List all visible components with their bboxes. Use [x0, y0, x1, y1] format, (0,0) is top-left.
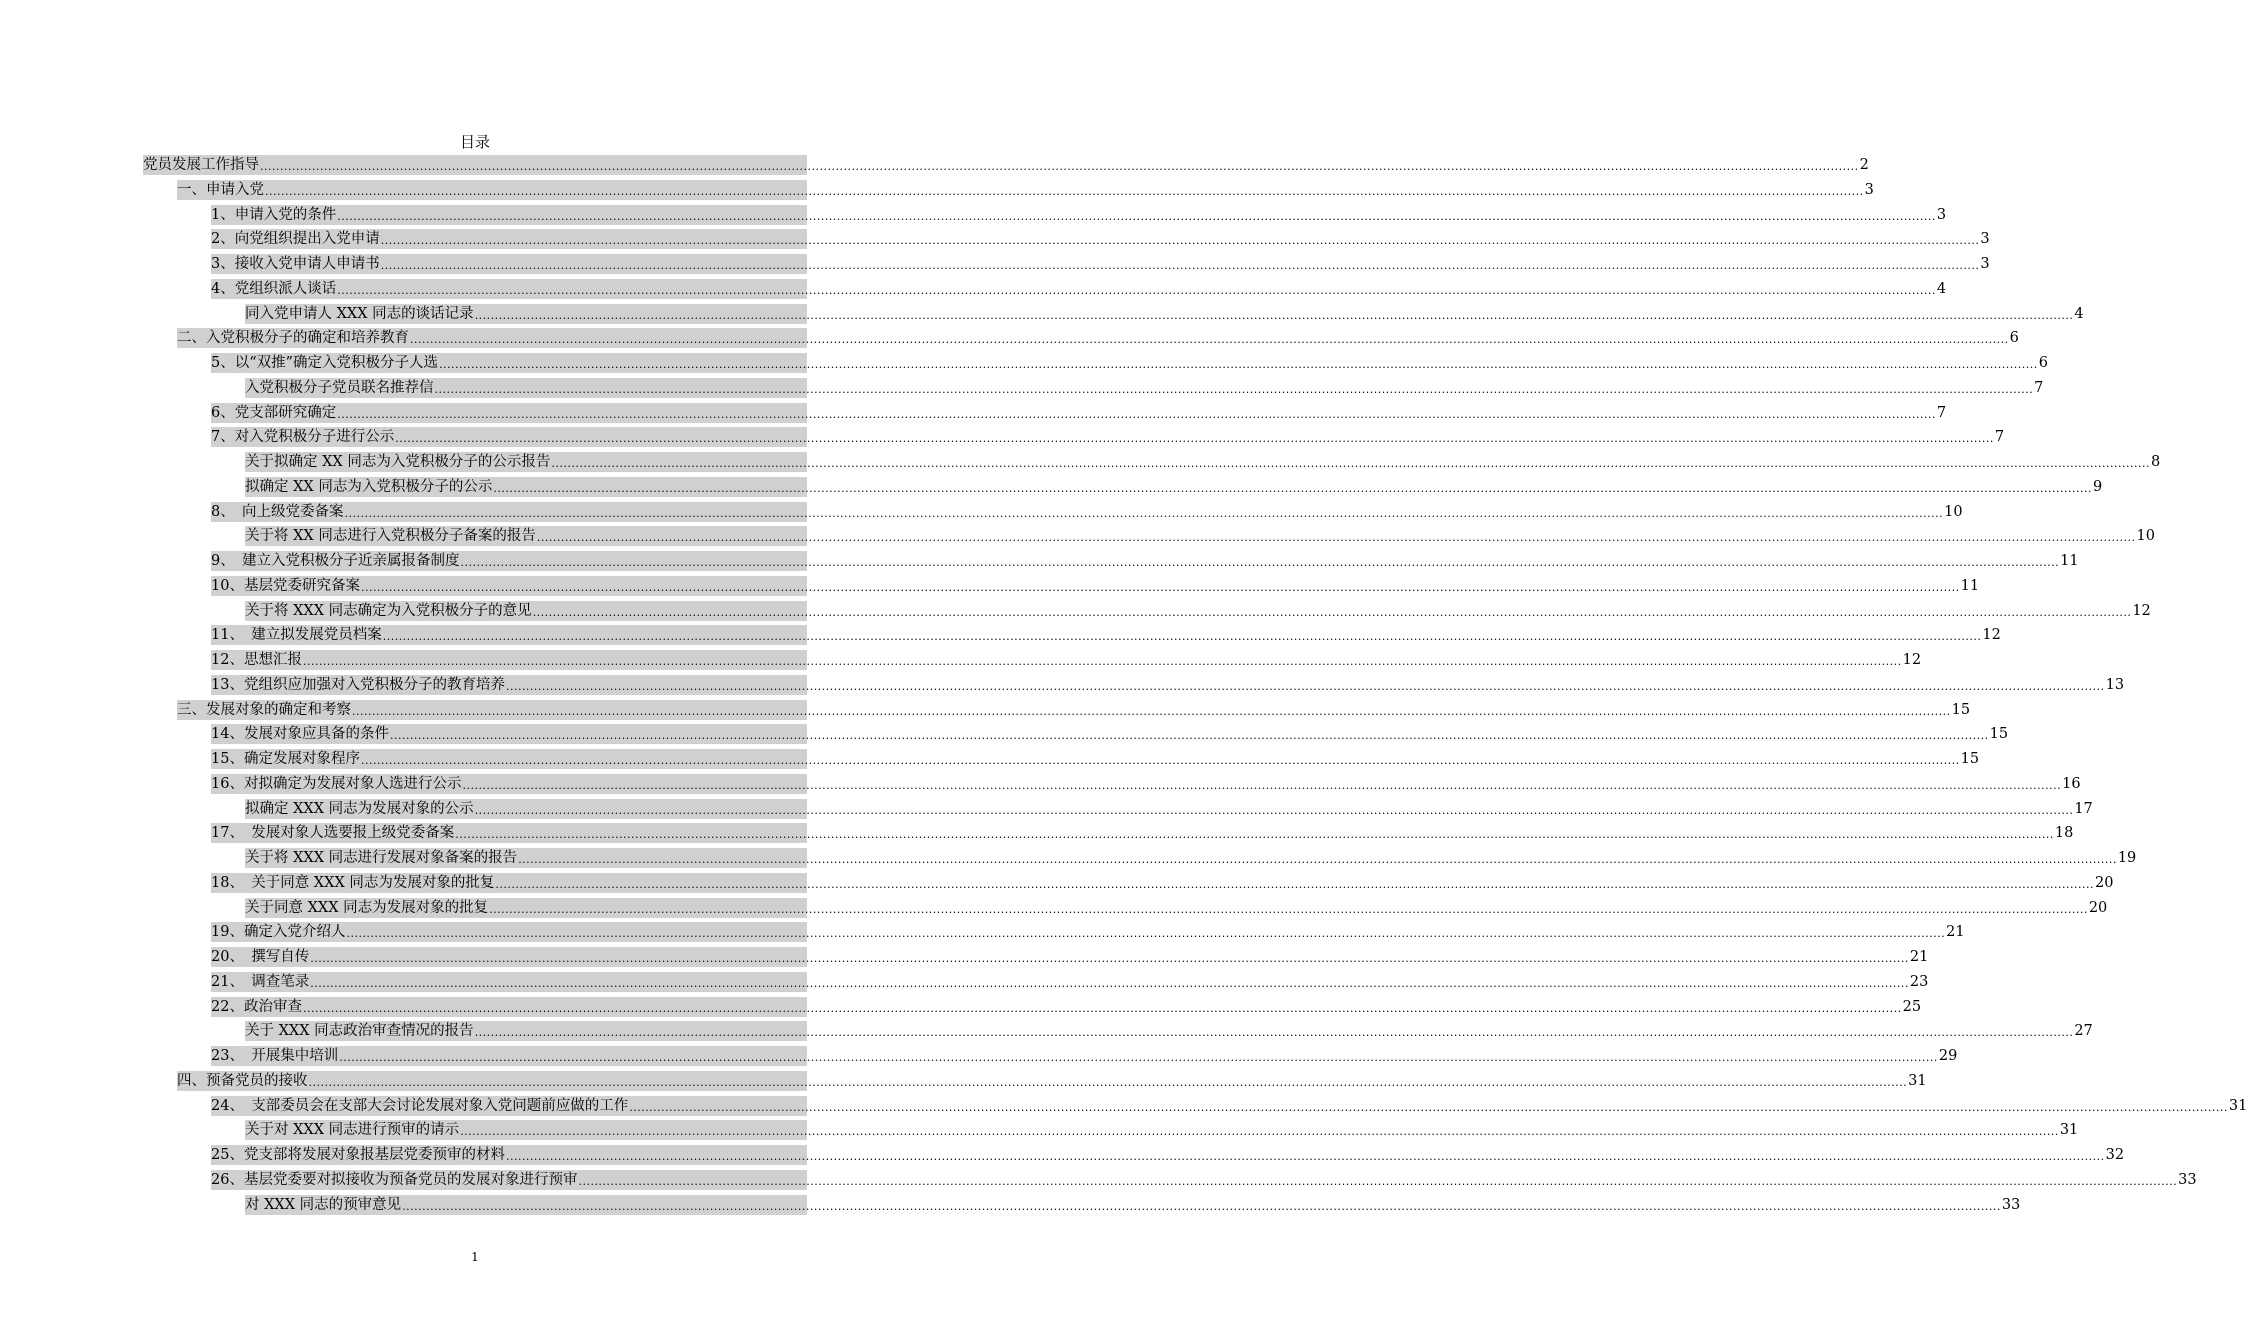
toc-entry-page: 12	[2132, 602, 2151, 619]
toc-entry-text: 14、发展对象应具备的条件	[211, 726, 389, 743]
toc-entry-text: 关于拟确定 XX 同志为入党积极分子的公示报告	[245, 454, 551, 470]
toc-leader-dots: ................................................................................................................................................................................................................................................................................................................................................................................................................	[352, 704, 1951, 718]
toc-entry-page: 16	[2062, 775, 2081, 792]
toc-entry[interactable]	[245, 378, 2044, 398]
toc-entry-text: 15、确定发展对象程序	[211, 751, 360, 767]
toc-leader-dots: ................................................................................................................................................................................................................................................................................................................................................................................................................	[474, 803, 2074, 817]
toc-entry[interactable]	[245, 477, 2103, 497]
toc-leader-dots: ................................................................................................................................................................................................................................................................................................................................................................................................................	[505, 679, 2105, 693]
toc-entry-text: 党员发展工作指导	[143, 157, 259, 173]
toc-entry-page: 9	[2093, 478, 2103, 495]
toc-leader-dots: ................................................................................................................................................................................................................................................................................................................................................................................................................	[360, 580, 1960, 594]
toc-entry-page: 21	[1909, 949, 1929, 965]
toc-entry-page: 21	[1946, 924, 1965, 941]
toc-entry[interactable]	[177, 328, 2019, 348]
toc-leader-dots: ................................................................................................................................................................................................................................................................................................................................................................................................................	[360, 754, 1960, 767]
toc-entry-page: 15	[1951, 701, 1971, 718]
toc-leader-dots: ................................................................................................................................................................................................................................................................................................................................................................................................................	[460, 556, 2060, 569]
toc-entry-text: 关于同意 XXX 同志为发展对象的批复	[245, 899, 489, 916]
toc-entry-text: 16、对拟确定为发展对象人选进行公示	[211, 775, 462, 792]
toc-entry-text: 关于对 XXX 同志进行预审的请示	[245, 1122, 460, 1139]
toc-leader-dots: ................................................................................................................................................................................................................................................................................................................................................................................................................	[302, 655, 1902, 668]
toc-leader-dots: ................................................................................................................................................................................................................................................................................................................................................................................................................	[402, 1199, 2001, 1213]
toc-leader-dots: ................................................................................................................................................................................................................................................................................................................................................................................................................	[337, 283, 1936, 297]
toc-leader-dots: ................................................................................................................................................................................................................................................................................................................................................................................................................	[629, 1100, 2228, 1114]
toc-entry-text: 对 XXX 同志的预审意见	[245, 1196, 402, 1213]
toc-entry[interactable]	[211, 229, 1990, 249]
toc-entry-page: 32	[2105, 1147, 2125, 1163]
toc-entry-text: 12、思想汇报	[211, 652, 302, 668]
toc-entry[interactable]	[211, 947, 1929, 967]
toc-leader-dots: ................................................................................................................................................................................................................................................................................................................................................................................................................	[337, 209, 1936, 223]
toc-entry[interactable]	[177, 700, 1971, 720]
toc-entry-text: 10、基层党委研究备案	[211, 577, 360, 594]
toc-entry-text: 9、 建立入党积极分子近亲属报备制度	[211, 553, 460, 569]
toc-entry[interactable]	[211, 403, 1947, 423]
toc-leader-dots: ................................................................................................................................................................................................................................................................................................................................................................................................................	[389, 729, 1989, 743]
toc-leader-dots: ................................................................................................................................................................................................................................................................................................................................................................................................................	[395, 432, 1994, 446]
toc-leader-dots: ................................................................................................................................................................................................................................................................................................................................................................................................................	[439, 358, 2038, 371]
toc-entry-text: 8、 向上级党委备案	[211, 503, 344, 520]
toc-entry[interactable]	[245, 1195, 2021, 1215]
toc-entry-page: 31	[2228, 1097, 2247, 1114]
toc-leader-dots: ................................................................................................................................................................................................................................................................................................................................................................................................................	[310, 952, 1909, 965]
toc-entry[interactable]	[211, 749, 1980, 769]
toc-leader-dots: ................................................................................................................................................................................................................................................................................................................................................................................................................	[260, 160, 1859, 173]
toc-entry-text: 4、党组织派人谈话	[211, 280, 337, 297]
toc-entry[interactable]	[143, 155, 1869, 175]
toc-leader-dots: ................................................................................................................................................................................................................................................................................................................................................................................................................	[380, 234, 1980, 248]
toc-entry[interactable]	[211, 205, 1947, 225]
toc-leader-dots: ................................................................................................................................................................................................................................................................................................................................................................................................................	[460, 1125, 2059, 1139]
toc-entry[interactable]	[245, 1120, 2079, 1140]
toc-entry[interactable]	[177, 180, 1874, 200]
toc-entry-text: 入党积极分子党员联名推荐信	[245, 379, 434, 396]
toc-entry-text: 11、 建立拟发展党员档案	[211, 627, 382, 644]
toc-entry[interactable]	[245, 304, 2084, 324]
toc-leader-dots: ................................................................................................................................................................................................................................................................................................................................................................................................................	[337, 407, 1936, 421]
toc-entry-page: 4	[1936, 280, 1947, 297]
toc-leader-dots: ................................................................................................................................................................................................................................................................................................................................................................................................................	[382, 630, 1982, 644]
toc-entry[interactable]	[211, 279, 1947, 299]
toc-leader-dots: ................................................................................................................................................................................................................................................................................................................................................................................................................	[308, 1075, 1908, 1089]
toc-leader-dots: ................................................................................................................................................................................................................................................................................................................................................................................................................	[339, 1051, 1938, 1064]
toc-entry-page: 20	[2088, 899, 2108, 916]
toc-entry-text: 19、确定入党介绍人	[211, 924, 346, 941]
toc-entry-text: 同入党申请人 XXX 同志的谈话记录	[245, 305, 474, 322]
toc-leader-dots: ................................................................................................................................................................................................................................................................................................................................................................................................................	[344, 506, 1944, 520]
toc-entry-text: 20、 撰写自传	[211, 949, 310, 965]
toc-leader-dots: ................................................................................................................................................................................................................................................................................................................................................................................................................	[474, 308, 2074, 322]
toc-entry-text: 21、 调查笔录	[211, 973, 310, 990]
toc-entry-text: 26、基层党委要对拟接收为预备党员的发展对象进行预审	[211, 1171, 578, 1188]
toc-entry-page: 7	[1936, 404, 1947, 421]
toc-entry[interactable]	[245, 601, 2151, 621]
toc-entry-page: 31	[1908, 1072, 1927, 1089]
toc-entry-page: 25	[1902, 998, 1922, 1015]
toc-leader-dots: ................................................................................................................................................................................................................................................................................................................................................................................................................	[536, 531, 2136, 545]
toc-entry-text: 13、党组织应加强对入党积极分子的教育培养	[211, 676, 505, 693]
toc-entry-page: 19	[2117, 850, 2137, 866]
toc-entry[interactable]	[211, 972, 1929, 992]
toc-entry-text: 拟确定 XX 同志为入党积极分子的公示	[245, 478, 493, 495]
toc-entry-page: 2	[1859, 157, 1869, 173]
toc-entry-text: 三、发展对象的确定和考察	[177, 701, 351, 718]
toc-entry[interactable]	[211, 427, 2005, 447]
toc-entry-page: 3	[1864, 181, 1874, 198]
toc-entry-text: 二、入党积极分子的确定和培养教育	[177, 330, 409, 347]
toc-entry-page: 7	[2034, 379, 2044, 396]
toc-leader-dots: ................................................................................................................................................................................................................................................................................................................................................................................................................	[489, 902, 2088, 916]
toc-entry[interactable]	[211, 922, 1965, 942]
toc-entry-page: 29	[1938, 1048, 1958, 1064]
toc-entry-page: 6	[2009, 330, 2019, 347]
toc-entry-page: 3	[1980, 256, 1990, 272]
toc-leader-dots: ................................................................................................................................................................................................................................................................................................................................................................................................................	[302, 1001, 1902, 1015]
toc-entry-page: 15	[1989, 726, 2009, 743]
toc-entry-text: 关于将 XXX 同志确定为入党积极分子的意见	[245, 602, 532, 619]
toc-entry-page: 4	[2074, 305, 2084, 322]
toc-entry-text: 5、以“双推”确定入党积极分子人选	[211, 355, 439, 371]
toc-entry-text: 一、申请入党	[177, 181, 264, 198]
toc-entry-text: 23、 开展集中培训	[211, 1048, 339, 1064]
toc-entry-page: 6	[2038, 355, 2048, 371]
toc-leader-dots: ................................................................................................................................................................................................................................................................................................................................................................................................................	[380, 259, 1980, 272]
toc-leader-dots: ................................................................................................................................................................................................................................................................................................................................................................................................................	[410, 333, 2009, 347]
toc-entry-page: 10	[1944, 503, 1963, 520]
toc-entry[interactable]	[211, 997, 1922, 1017]
toc-entry-page: 18	[2054, 825, 2074, 842]
toc-entry-page: 20	[2095, 874, 2114, 891]
toc-entry-page: 12	[1982, 627, 2001, 644]
toc-entry[interactable]	[211, 254, 1990, 274]
toc-entry-page: 33	[2001, 1196, 2021, 1213]
toc-entry-page: 27	[2074, 1023, 2093, 1040]
toc-entry[interactable]	[211, 675, 2125, 695]
toc-entry-page: 23	[1909, 973, 1929, 990]
toc-entry[interactable]	[211, 873, 2114, 893]
toc-entry-text: 18、 关于同意 XXX 同志为发展对象的批复	[211, 874, 495, 891]
toc-entry-page: 3	[1936, 206, 1947, 223]
toc-entry[interactable]	[211, 625, 2001, 645]
toc-leader-dots: ................................................................................................................................................................................................................................................................................................................................................................................................................	[493, 481, 2093, 495]
toc-leader-dots: ................................................................................................................................................................................................................................................................................................................................................................................................................	[265, 184, 1864, 198]
toc-entry-text: 7、对入党积极分子进行公示	[211, 429, 395, 446]
toc-entry[interactable]	[211, 650, 1922, 670]
toc-leader-dots: ................................................................................................................................................................................................................................................................................................................................................................................................................	[474, 1026, 2074, 1040]
toc-entry-page: 10	[2136, 528, 2155, 545]
toc-leader-dots: ................................................................................................................................................................................................................................................................................................................................................................................................................	[532, 605, 2132, 619]
toc-entry[interactable]	[211, 1046, 1958, 1066]
toc-entry[interactable]	[211, 724, 2009, 744]
toc-leader-dots: ................................................................................................................................................................................................................................................................................................................................................................................................................	[434, 382, 2034, 396]
toc-entry-text: 24、 支部委员会在支部大会讨论发展对象入党问题前应做的工作	[211, 1097, 629, 1114]
toc-leader-dots: ................................................................................................................................................................................................................................................................................................................................................................................................................	[518, 853, 2117, 866]
toc-entry[interactable]	[245, 848, 2137, 868]
toc-entry-page: 11	[1960, 577, 1980, 594]
toc-leader-dots: ................................................................................................................................................................................................................................................................................................................................................................................................................	[578, 1174, 2178, 1188]
toc-title: 目录	[459, 133, 490, 151]
toc-entry[interactable]	[211, 1096, 2247, 1116]
toc-entry-text: 拟确定 XXX 同志为发展对象的公示	[245, 800, 474, 817]
toc-entry[interactable]	[245, 526, 2155, 546]
toc-entry-text: 17、 发展对象人选要报上级党委备案	[211, 825, 455, 842]
toc-entry[interactable]	[245, 452, 2161, 472]
toc-entry-page: 17	[2074, 800, 2093, 817]
toc-entry[interactable]	[245, 799, 2093, 819]
toc-entry[interactable]	[211, 576, 1980, 596]
toc-entry[interactable]	[211, 823, 2074, 843]
toc-entry[interactable]	[177, 1071, 1927, 1091]
toc-entry-text: 25、党支部将发展对象报基层党委预审的材料	[211, 1147, 505, 1163]
toc-leader-dots: ................................................................................................................................................................................................................................................................................................................................................................................................................	[462, 778, 2062, 792]
toc-leader-dots: ................................................................................................................................................................................................................................................................................................................................................................................................................	[310, 976, 1909, 990]
toc-entry-text: 关于 XXX 同志政治审查情况的报告	[245, 1023, 474, 1040]
toc-entry-page: 8	[2151, 454, 2161, 470]
page-number: 1	[471, 1250, 479, 1264]
toc-entry-page: 11	[2060, 553, 2079, 569]
toc-entry-page: 31	[2059, 1122, 2079, 1139]
toc-entry[interactable]	[211, 502, 1963, 522]
toc-leader-dots: ................................................................................................................................................................................................................................................................................................................................................................................................................	[505, 1150, 2105, 1163]
toc-entry-text: 6、党支部研究确定	[211, 404, 337, 421]
toc-entry-text: 关于将 XXX 同志进行发展对象备案的报告	[245, 850, 518, 866]
toc-entry[interactable]	[211, 1170, 2197, 1190]
toc-leader-dots: ................................................................................................................................................................................................................................................................................................................................................................................................................	[346, 927, 1946, 941]
toc-entry[interactable]	[211, 551, 2079, 571]
toc-entry[interactable]	[245, 898, 2108, 918]
toc-entry-page: 33	[2178, 1171, 2197, 1188]
toc-leader-dots: ................................................................................................................................................................................................................................................................................................................................................................................................................	[495, 877, 2095, 891]
toc-leader-dots: ................................................................................................................................................................................................................................................................................................................................................................................................................	[551, 457, 2151, 470]
toc-entry-page: 7	[1994, 429, 2005, 446]
toc-entry[interactable]	[245, 1021, 2093, 1041]
toc-entry-text: 2、向党组织提出入党申请	[211, 231, 380, 248]
toc-entry-text: 关于将 XX 同志进行入党积极分子备案的报告	[245, 528, 536, 545]
toc-entry-page: 15	[1960, 751, 1980, 767]
toc-leader-dots: ................................................................................................................................................................................................................................................................................................................................................................................................................	[455, 828, 2054, 842]
toc-entry-page: 13	[2105, 676, 2125, 693]
toc-entry[interactable]	[211, 1145, 2125, 1165]
toc-entry[interactable]	[211, 774, 2081, 794]
toc-entry-page: 12	[1902, 652, 1922, 668]
toc-entry-page: 3	[1980, 231, 1990, 248]
toc-entry-text: 22、政治审查	[211, 998, 302, 1015]
toc-entry-text: 四、预备党员的接收	[177, 1072, 308, 1089]
toc-entry[interactable]	[211, 353, 2048, 373]
toc-entry-text: 1、申请入党的条件	[211, 206, 337, 223]
toc-entry-text: 3、接收入党申请人申请书	[211, 256, 380, 272]
